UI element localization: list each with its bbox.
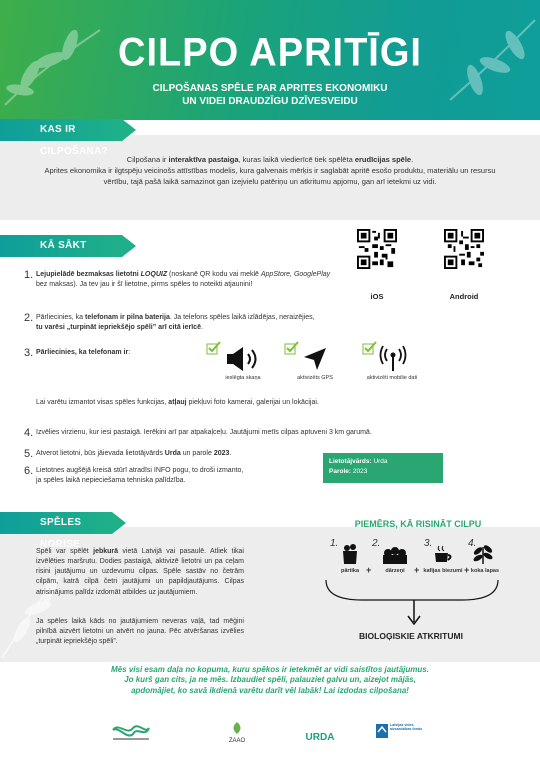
example-number-4: 4. <box>468 538 477 549</box>
svg-text:URDA: URDA <box>305 732 335 743</box>
icon-label-sound: ieslēgta skaņa <box>225 375 261 381</box>
lvaf-logo <box>375 720 435 744</box>
circular-economy-logo <box>105 720 157 744</box>
leaves-icon <box>472 541 494 565</box>
section-heading-start: KĀ SĀKT CILPOT? <box>0 235 122 257</box>
food-bag-icon <box>339 543 361 565</box>
coffee-cup-icon <box>432 545 454 565</box>
page-title: CILPO APRITĪGI <box>118 30 422 76</box>
qr-label-ios: iOS <box>370 292 384 301</box>
result-bracket-arrow <box>322 578 502 628</box>
icon-label-gps: aktivizēts GPS <box>297 375 333 381</box>
qr-code-android[interactable] <box>444 229 484 269</box>
vegetables-icon <box>382 545 408 565</box>
example-number-3: 3. <box>424 538 433 549</box>
step-4: 4. Izvēlies virzienu, kur iesi pastaigā. Ierēķini arī par atpakaļceļu. Jautājumi metīs cilpas aptuveni 3 km garumā. <box>24 427 372 439</box>
page-subtitle: CILPOŠANAS SPĒLE PAR APRITES EKONOMIKU UN VIDEI DRAUDZĪGU DZĪVESVEIDU <box>152 83 388 107</box>
plus-sign: + <box>414 565 420 575</box>
svg-text:ZAAO: ZAAO <box>228 738 246 744</box>
urda-logo <box>305 720 335 744</box>
step-5: 5. Atverot lietotni, būs jāievada lietotājvārds Urda un parole 2023. <box>24 448 232 460</box>
section-heading-rules: SPĒLES NORISE <box>0 512 112 534</box>
header-banner <box>0 0 540 120</box>
login-credentials-box: Lietotājvārds: Urda Parole: 2023 <box>323 453 443 483</box>
example-label-3: kafijas biezumi <box>423 568 463 574</box>
qr-label-android: Android <box>449 292 479 301</box>
zaao-logo <box>222 720 252 744</box>
plus-sign: + <box>464 565 470 575</box>
example-label-2: dārzeņi <box>385 568 405 574</box>
closing-message: Mēs visi esam daļa no kopuma, kuru spēkos ir ietekmēt ar vidi saistītos jautājumus. Jo kurš gan cits, ja ne mēs. Izbaudiet spēli, palauziet galvu un, aizejot mājās, apdomājiet, ko savā ikdienā varētu darīt vēl labāk! Lai izdodas cilpošana! <box>111 665 429 695</box>
example-number-1: 1. <box>330 538 339 549</box>
example-label-4: koka lapas <box>470 568 500 574</box>
plus-sign: + <box>366 565 372 575</box>
example-result: BIOLOĢISKIE ATKRITUMI <box>359 631 463 641</box>
mobile-data-icon <box>378 343 408 373</box>
step-6: 6. Lietotnes augšējā kreisā stūrī atradīsi INFO pogu, to droši izmanto, ja spēles laikā nepieciešama tehniska palīdzība. <box>24 465 244 485</box>
rules-paragraph-1: Spēli var spēlēt jebkurā vietā Latvijā vai pasaulē. Atliek tikai izvēlēties maršrutu. Dodies pastaigā, aktivizē lietotni un pa ceļam risini jautājumu un uzdevumu cilpas. Spēle sastāv no četrām cilpām, katrā cilpā četri jautājumi un papildjautājums. Cilpas atrisinājums palīdz izdomāt atbildes uz jautājumiem. <box>36 548 244 596</box>
gps-arrow-icon <box>302 346 328 372</box>
checkmark-icon <box>362 341 378 355</box>
section-heading-what: KAS IR CILPOŠANA? <box>0 119 122 141</box>
example-label-1: pārtika <box>340 568 360 574</box>
example-heading: PIEMĒRS, KĀ RISINĀT CILPU <box>354 519 482 529</box>
rules-paragraph-2: Ja spēles laikā kāds no jautājumiem neveras vaļā, tad mēģini pilnībā aizvērt lietotni un atvērt no jauna. Pēc atvēršanas izvēlies „turpināt iepriekšējo spēli”. <box>36 618 244 646</box>
checkmark-icon <box>206 341 222 355</box>
lvaf-logo-text: Latvijas vides aizsardzības fonds <box>390 723 423 732</box>
example-number-2: 2. <box>372 538 381 549</box>
step-3: 3. Pārliecinies, ka telefonam ir: <box>24 347 131 359</box>
speaker-icon <box>225 346 261 372</box>
intro-text <box>40 155 500 188</box>
step-2: 2. Pārliecinies, ka telefonam ir pilna baterija. Ja telefons spēles laikā izlādējas, neraizējies, tu varēsi „turpināt iepriekšējo spēli” arī citā ierīcē. <box>24 312 315 332</box>
checkmark-icon <box>284 341 300 355</box>
qr-code-ios[interactable] <box>357 229 397 269</box>
step-3-note: Lai varētu izmantot visas spēles funkcijas, atļauj piekļuvi foto kamerai, galerijai un lokācijai. <box>36 399 319 406</box>
intro-paragraph-1: Cilpošana ir interaktīva pastaiga, kuras laikā viedierīcē tiek spēlēta erudīcijas spēle. <box>126 155 414 164</box>
icon-label-mobile-data: aktivizēti mobilie dati <box>366 375 418 381</box>
step-1: 1. Lejupielādē bezmaksas lietotni LOQUIZ (noskanē QR kodu vai meklē AppStore, GooglePlay bez maksas). Ja tev jau ir šī lietotne, pirms spēles to noteikti atjaunini! <box>24 269 331 289</box>
intro-paragraph-2: Aprites ekonomika ir ilgtspēju veicinošs attīstības modelis, kura galvenais mērķis ir saglabāt apritē esošo produktu, materiālu un resursu vērtību, tajā pašā laikā samazinot gan izejvielu patēriņu un atkritumu apjomu, gan arī ietekmi uz vidi. <box>44 165 496 186</box>
